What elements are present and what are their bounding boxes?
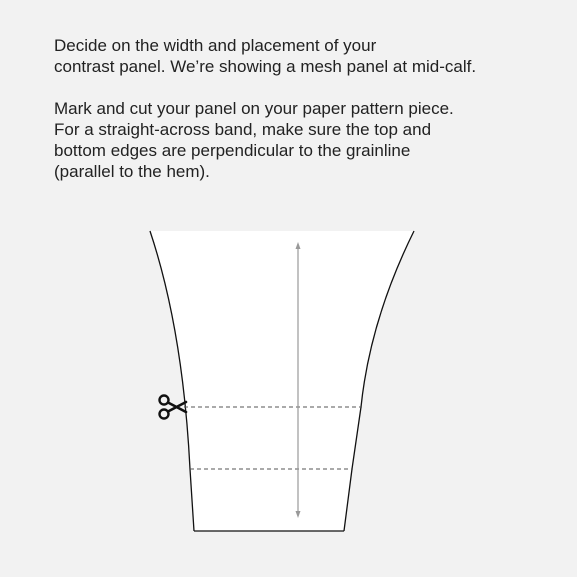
instruction-paragraph-2: Mark and cut your panel on your paper pattern piece. For a straight-across band, make sure the top and bottom edges are perpendicular to the grainline (parallel to the hem). (54, 99, 454, 181)
pattern-piece (150, 231, 414, 531)
scissors-icon (160, 396, 187, 419)
instruction-paragraph-1: Decide on the width and placement of your contrast panel. We’re showing a mesh panel at mid-calf. (54, 36, 477, 76)
